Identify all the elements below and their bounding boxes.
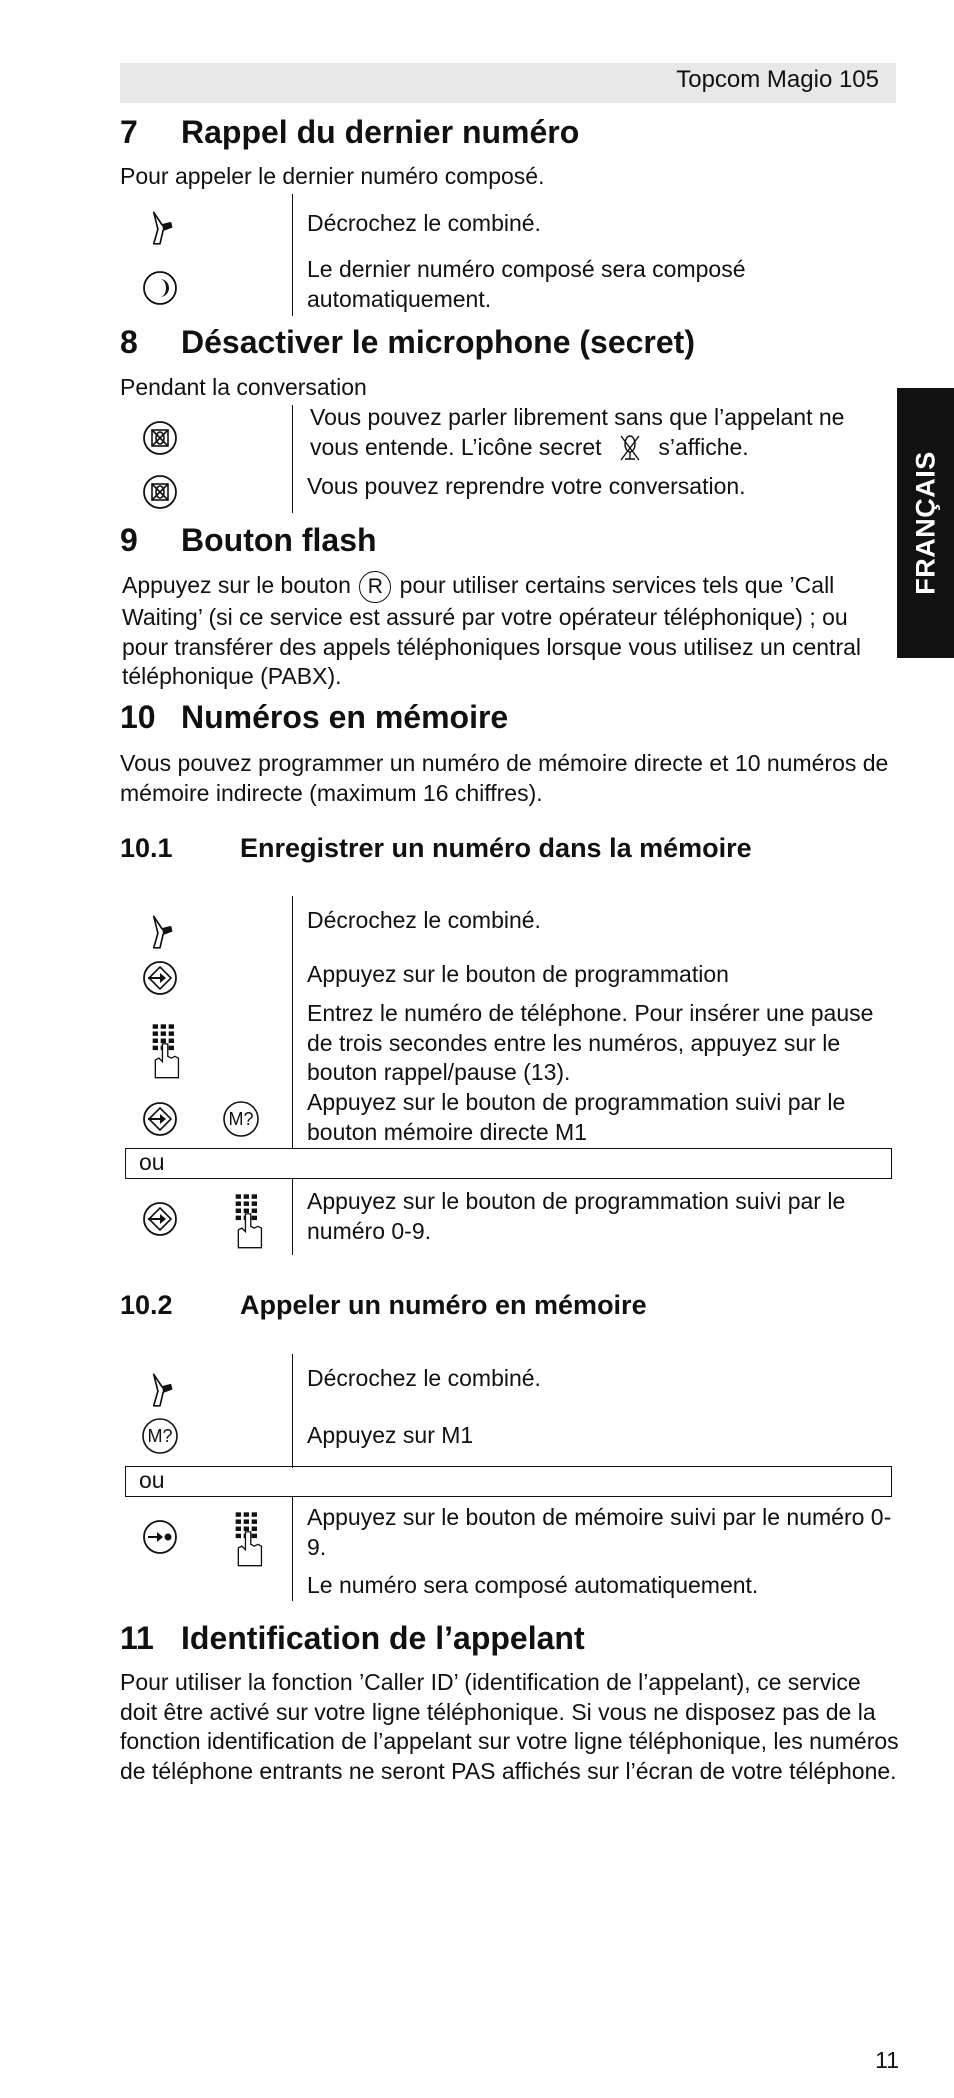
header-title: Topcom Magio 105	[676, 66, 879, 93]
r-button-icon	[359, 571, 391, 603]
section-title: Numéros en mémoire	[181, 699, 509, 735]
keypad-icon	[233, 1192, 265, 1250]
step-text: Appuyez sur M1	[307, 1422, 474, 1448]
section-11-heading	[120, 1620, 585, 1657]
step-text-part: Vous pouvez parler librement sans que l’appelant ne vous entende. L’icône secret	[310, 404, 845, 460]
step-text: Le dernier numéro composé sera composé automatiquement.	[307, 256, 746, 312]
section-10-intro: Vous pouvez programmer un numéro de mémoire directe et 10 numéros de mémoire indirecte (maximum 16 chiffres).	[120, 750, 889, 806]
step-text: Appuyez sur le bouton de mémoire suivi par le numéro 0-9.	[307, 1504, 892, 1560]
section-8-heading	[120, 324, 695, 361]
handset-icon	[139, 206, 181, 248]
or-separator	[125, 1466, 892, 1497]
step-text: Appuyez sur le bouton de programmation	[307, 961, 729, 987]
m1-button-label: M?	[228, 1109, 254, 1129]
text-part: Appuyez sur le bouton	[122, 572, 351, 599]
step-text: Décrochez le combiné.	[307, 907, 541, 933]
mute-button-icon	[140, 472, 180, 512]
or-label: ou	[139, 1149, 165, 1175]
section-10-2-heading	[120, 1290, 647, 1321]
page-header	[120, 63, 896, 103]
section-8-intro: Pendant la conversation	[120, 374, 367, 400]
steps-divider	[292, 194, 293, 316]
program-button-icon	[140, 1199, 180, 1239]
section-title: Identification de l’appelant	[181, 1620, 585, 1656]
section-title: Enregistrer un numéro dans la mémoire	[240, 833, 752, 863]
language-tab-label: FRANÇAIS	[910, 451, 940, 595]
steps-divider	[292, 1497, 293, 1601]
steps-divider	[292, 405, 293, 513]
section-number: 10.2	[120, 1290, 173, 1320]
r-button-label: R	[367, 575, 383, 598]
section-title: Bouton flash	[181, 522, 377, 558]
section-number: 10.1	[120, 833, 173, 863]
text-part: pour utiliser certains services tels que ’Call Waiting’ (si ce service est assuré par votre opérateur téléphonique) ; ou pour transférer des appels téléphoniques lorsque vous utilisez un central téléphonique (PABX).	[122, 572, 861, 689]
keypad-icon	[150, 1022, 182, 1080]
handset-icon	[139, 1368, 181, 1410]
or-label: ou	[139, 1467, 165, 1493]
step-text: Entrez le numéro de téléphone. Pour insérer une pause de trois secondes entre les numéros, appuyez sur le bouton rappel/pause (13).	[307, 1000, 874, 1085]
section-7-intro: Pour appeler le dernier numéro composé.	[120, 163, 545, 189]
section-number: 7	[120, 114, 138, 150]
section-title: Désactiver le microphone (secret)	[181, 324, 695, 360]
section-9-heading	[120, 522, 377, 559]
section-number: 10	[120, 699, 156, 735]
steps-divider	[292, 1179, 293, 1255]
mute-indicator-icon	[618, 433, 642, 463]
section-10-1-heading	[120, 833, 752, 864]
section-title: Rappel du dernier numéro	[181, 114, 580, 150]
step-text: Décrochez le combiné.	[307, 210, 541, 236]
step-text: Le numéro sera composé automatiquement.	[307, 1572, 759, 1598]
steps-divider	[292, 896, 293, 1148]
section-11-text: Pour utiliser la fonction ’Caller ID’ (identification de l’appelant), ce service doit être activé sur votre ligne téléphonique. Si vous ne disposez pas de la fonction identification de l’appelant sur votre ligne téléphonique, les numéros de téléphone entrants ne seront PAS affichés sur l’écran de votre téléphone.	[120, 1669, 899, 1784]
step-text: Appuyez sur le bouton de programmation suivi par le bouton mémoire directe M1	[307, 1089, 846, 1145]
step-text: Vous pouvez reprendre votre conversation.	[307, 473, 746, 499]
program-button-icon	[140, 1099, 180, 1139]
step-text	[310, 403, 895, 463]
step-text: Appuyez sur le bouton de programmation suivi par le numéro 0-9.	[307, 1188, 846, 1244]
redial-button-icon	[140, 268, 180, 308]
m1-button-icon	[141, 1417, 179, 1455]
section-7-heading	[120, 114, 579, 151]
section-number: 8	[120, 324, 138, 360]
language-tab	[897, 388, 954, 658]
mute-button-icon	[140, 418, 180, 458]
section-number: 9	[120, 522, 138, 558]
keypad-icon	[233, 1510, 265, 1568]
section-9-text	[122, 571, 897, 692]
m1-button-icon	[222, 1100, 260, 1138]
memory-button-icon	[140, 1517, 180, 1557]
or-separator	[125, 1148, 892, 1179]
steps-divider	[292, 1354, 293, 1468]
section-10-heading	[120, 699, 508, 736]
page-number: 11	[875, 2047, 899, 2073]
section-number: 11	[120, 1620, 154, 1656]
step-text: Décrochez le combiné.	[307, 1365, 541, 1391]
step-text-part: s’affiche.	[658, 433, 749, 460]
program-button-icon	[140, 958, 180, 998]
handset-icon	[139, 910, 181, 952]
section-title: Appeler un numéro en mémoire	[240, 1290, 647, 1320]
m1-button-label: M?	[147, 1426, 173, 1446]
